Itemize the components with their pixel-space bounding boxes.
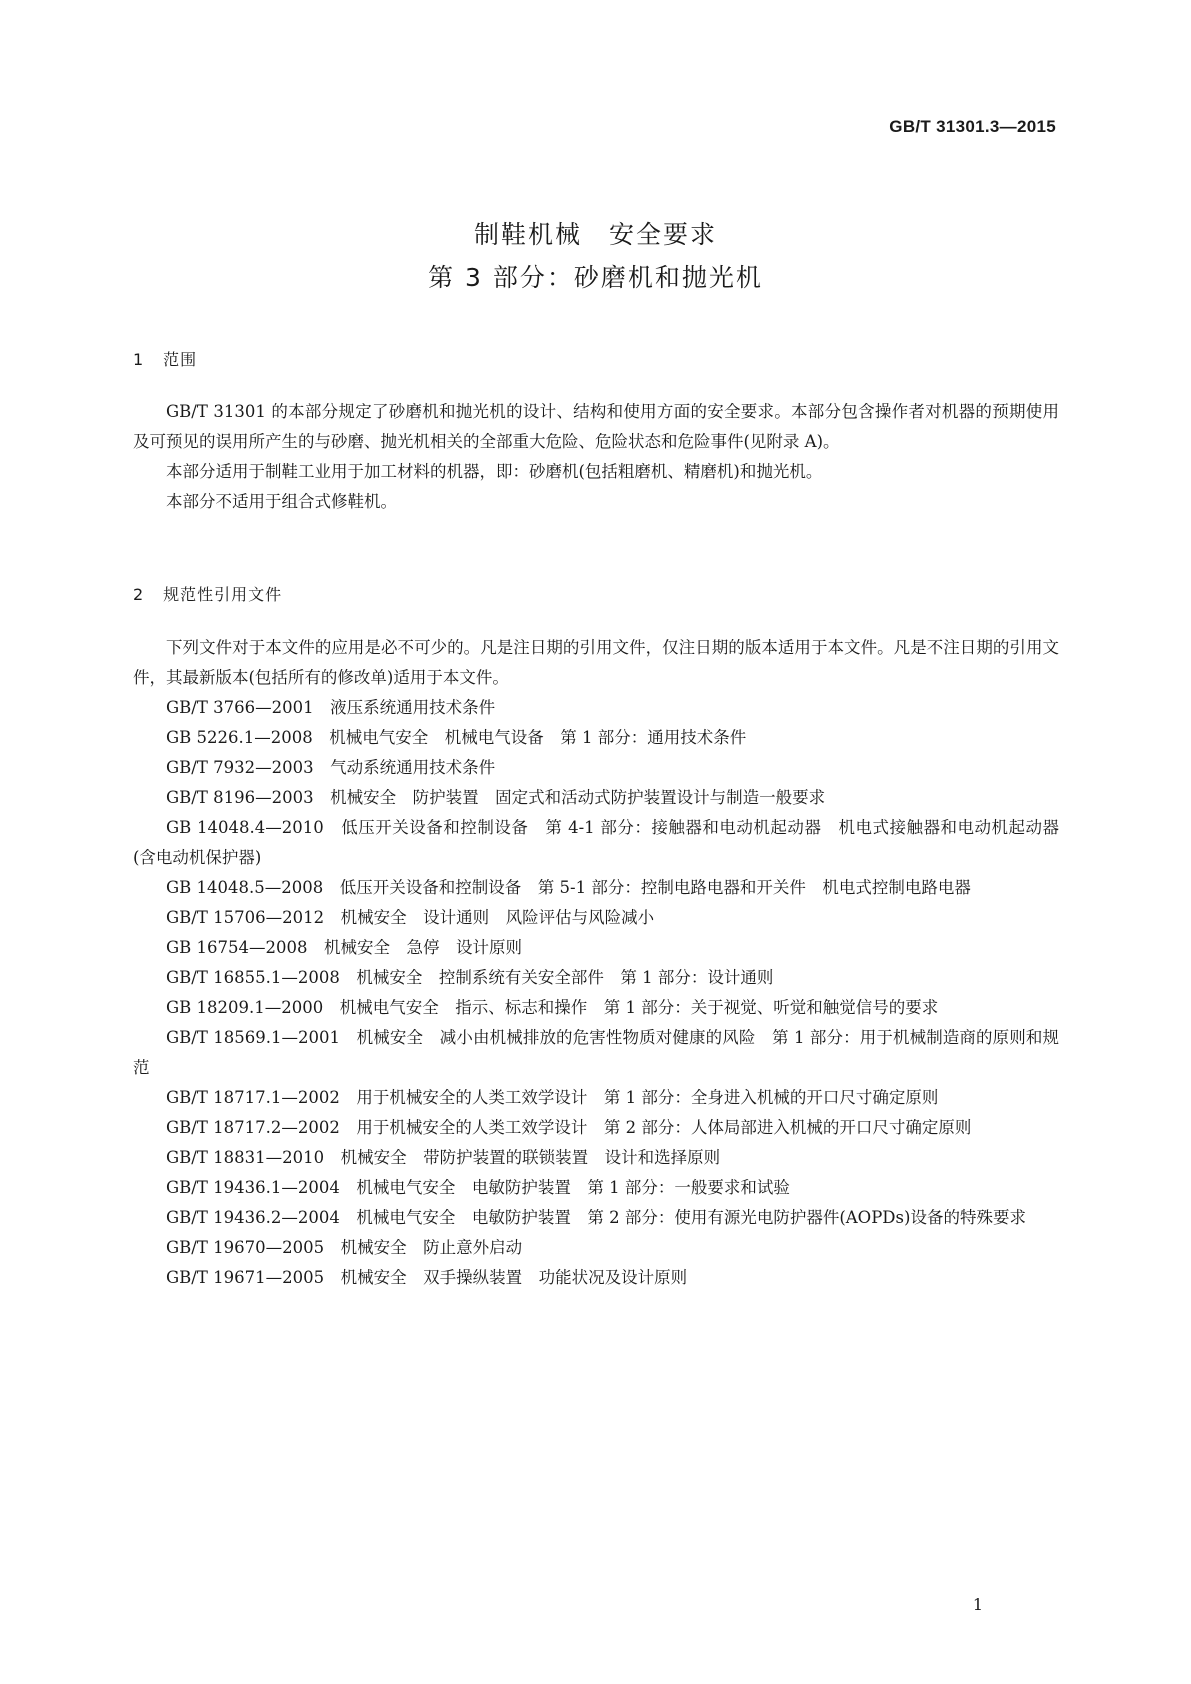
paragraph: 下列文件对于本文件的应用是必不可少的。凡是注日期的引用文件，仅注日期的版本适用于本文件。凡是不注日期的引用文件，其最新版本(包括所有的修改单)适用于本文件。	[133, 638, 1059, 687]
paragraph: GB/T 31301 的本部分规定了砂磨机和抛光机的设计、结构和使用方面的安全要求。本部分包含操作者对机器的预期使用及可预见的误用所产生的与砂磨、抛光机相关的全部重大危险、危险状态和危险事件(见附录 A)。	[133, 402, 1059, 451]
section-1-heading	[133, 347, 197, 370]
paragraph: 本部分不适用于组合式修鞋机。	[166, 492, 397, 511]
reference-item: GB 14048.4—2010 低压开关设备和控制设备 第 4-1 部分：接触器和电动机起动器 机电式接触器和电动机起动器(含电动机保护器)	[133, 818, 1059, 867]
reference-item: GB/T 19436.2—2004 机械电气安全 电敏防护装置 第 2 部分：使用有源光电防护器件(AOPDs)设备的特殊要求	[166, 1208, 1026, 1227]
reference-item: GB/T 15706—2012 机械安全 设计通则 风险评估与风险减小	[166, 908, 655, 927]
reference-item: GB/T 19670—2005 机械安全 防止意外启动	[166, 1238, 523, 1257]
reference-item: GB/T 18717.2—2002 用于机械安全的人类工效学设计 第 2 部分：人体局部进入机械的开口尺寸确定原则	[166, 1118, 972, 1137]
section-1-number: 1	[133, 350, 145, 369]
reference-item: GB 14048.5—2008 低压开关设备和控制设备 第 5-1 部分：控制电路电器和开关件 机电式控制电路电器	[166, 878, 971, 897]
section-1-body	[133, 397, 1059, 517]
section-1-title: 范围	[163, 350, 198, 369]
reference-item: GB/T 3766—2001 液压系统通用技术条件	[166, 698, 496, 717]
section-2-body	[133, 633, 1059, 1293]
reference-item: GB 16754—2008 机械安全 急停 设计原则	[166, 938, 523, 957]
reference-item: GB 18209.1—2000 机械电气安全 指示、标志和操作 第 1 部分：关于视觉、听觉和触觉信号的要求	[166, 998, 939, 1017]
page-number: 1	[972, 1595, 983, 1614]
reference-item: GB/T 18831—2010 机械安全 带防护装置的联锁装置 设计和选择原则	[166, 1148, 721, 1167]
document-title: 制鞋机械 安全要求	[473, 220, 717, 249]
reference-item: GB 5226.1—2008 机械电气安全 机械电气设备 第 1 部分：通用技术条件	[166, 728, 747, 747]
section-2-title: 规范性引用文件	[163, 585, 283, 604]
reference-item: GB/T 18717.1—2002 用于机械安全的人类工效学设计 第 1 部分：全身进入机械的开口尺寸确定原则	[166, 1088, 939, 1107]
reference-item: GB/T 19436.1—2004 机械电气安全 电敏防护装置 第 1 部分：一般要求和试验	[166, 1178, 790, 1197]
section-2-number: 2	[133, 585, 145, 604]
reference-item: GB/T 7932—2003 气动系统通用技术条件	[166, 758, 496, 777]
paragraph: 本部分适用于制鞋工业用于加工材料的机器，即：砂磨机(包括粗磨机、精磨机)和抛光机。	[166, 462, 823, 481]
document-subtitle: 第 3 部分：砂磨机和抛光机	[428, 263, 763, 292]
reference-item: GB/T 18569.1—2001 机械安全 减小由机械排放的危害性物质对健康的风险 第 1 部分：用于机械制造商的原则和规范	[133, 1028, 1059, 1077]
section-2-heading	[133, 582, 282, 605]
reference-item: GB/T 8196—2003 机械安全 防护装置 固定式和活动式防护装置设计与制造一般要求	[166, 788, 826, 807]
reference-item: GB/T 19671—2005 机械安全 双手操纵装置 功能状况及设计原则	[166, 1268, 688, 1287]
standard-code: GB/T 31301.3—2015	[889, 117, 1056, 136]
reference-item: GB/T 16855.1—2008 机械安全 控制系统有关安全部件 第 1 部分：设计通则	[166, 968, 774, 987]
